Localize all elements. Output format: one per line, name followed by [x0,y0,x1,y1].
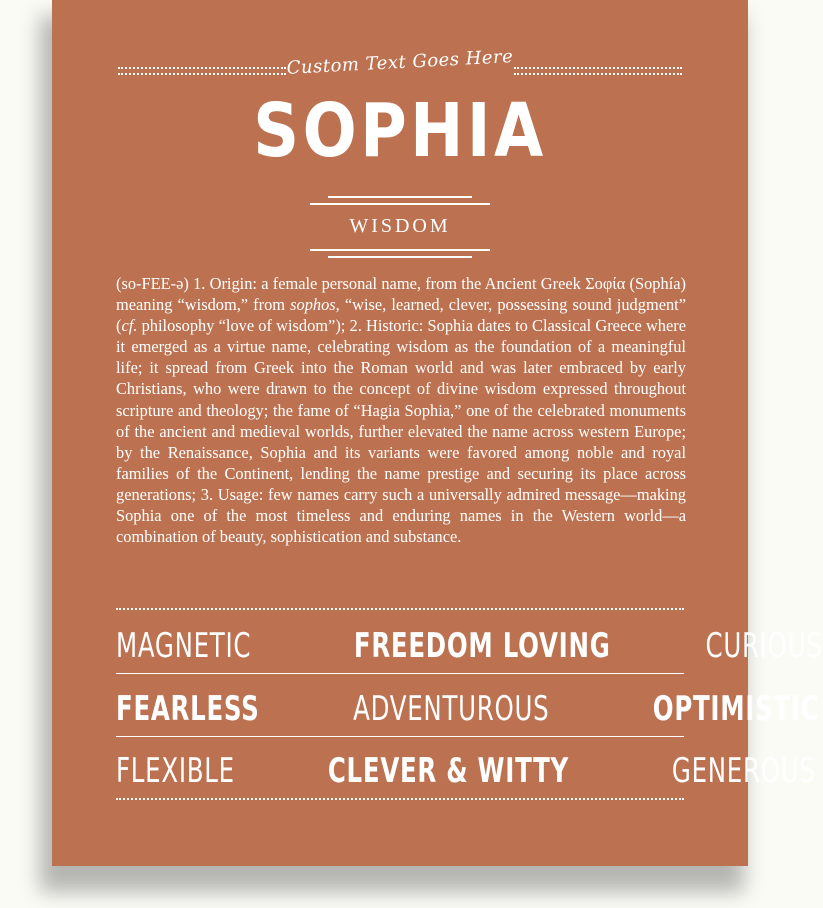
tagline: Custom Text Goes Here [286,46,514,79]
meaning-rule-upper [310,249,490,251]
name-poster [52,0,823,866]
traits-rule-1 [116,673,684,674]
traits-bottom-dotted-rule [116,798,684,800]
definition-text-1: (so-FEE-ə) 1. Origin: a female personal name, from the Ancient Greek Σοφία (Sophía) meaning “wisdom,” from [116,274,686,315]
trait-word: GENEROUS [671,751,816,791]
traits-rule-2 [116,736,684,737]
trait-word: CLEVER & WITTY [327,751,570,791]
name-meaning: WISDOM [349,215,451,237]
name-definition [116,273,686,547]
trait-word: FEARLESS [116,689,260,729]
trait-word: ADVENTUROUS [353,689,550,729]
trait-word: FREEDOM LOVING [353,626,611,666]
tagline-right-dotted-rule [514,67,682,69]
definition-text-2: , “wise, learned, clever, possessing sound judgment” ( [116,295,686,336]
trait-word: MAGNETIC [116,626,252,666]
name-title: SOPHIA [253,88,547,174]
name-rule-lower [310,203,490,205]
trait-row-2 [116,683,820,735]
tagline-row [52,46,748,82]
traits-top-dotted-rule [116,608,684,610]
name-rule-upper [328,196,472,198]
trait-word: CURIOUS [705,626,823,666]
trait-word: FLEXIBLE [116,751,235,791]
definition-italic-2: cf. [121,316,138,336]
definition-text-3: philosophy “love of wisdom”); 2. Historic: Sophia dates to Classical Greece where it emerged as a virtue name, celebrating wisdom as the foundation of a meaningful life; it spread from Greek into the Roman world and was later embraced by early Christians, who were drawn to the concept of divine wisdom expressed throughout scripture and theology; the fame of “Hagia Sophia,” one of the celebrated monuments of the ancient and medieval worlds, further elevated the name across western Europe; by the Renaissance, Sophia and its variants were favored among noble and royal families of the Continent, lending the name prestige and securing its place across generations; 3. Usage: few names carry such a universally admired message—making Sophia one of the most timeless and enduring names in the Western world—a combination of beauty, sophistication and substance. [116,316,686,547]
trait-word: OPTIMISTIC [652,689,820,729]
meaning-rule-lower [328,256,472,258]
trait-row-3 [116,745,816,797]
trait-row-1 [116,620,823,672]
definition-italic-1: sophos [290,295,336,315]
